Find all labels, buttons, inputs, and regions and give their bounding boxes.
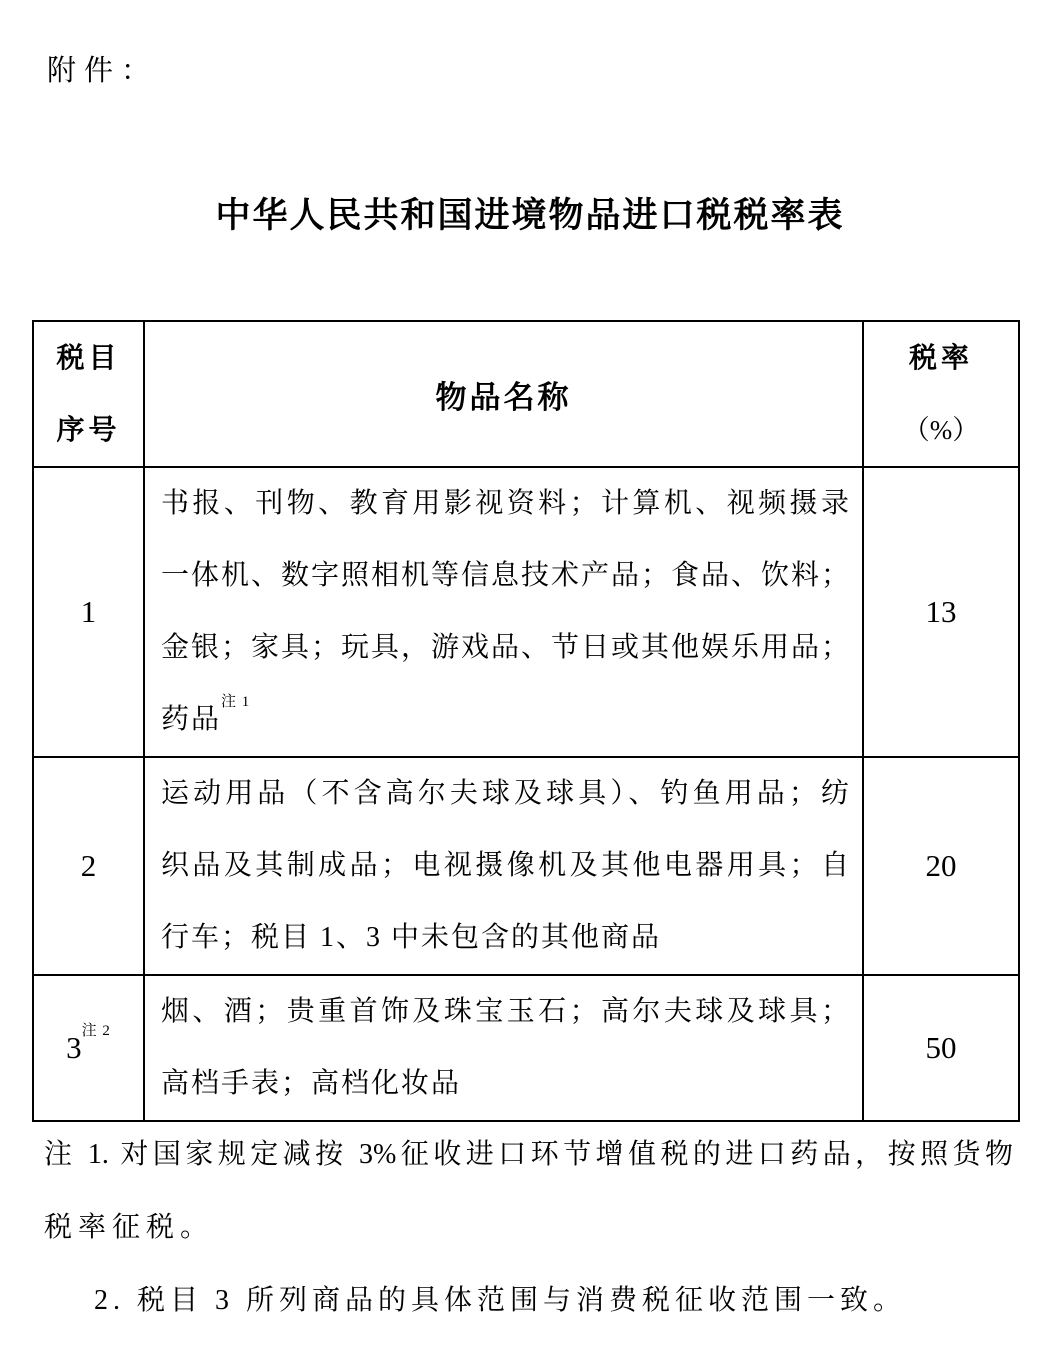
note2: 2. 税目 3 所列商品的具体范围与消费税征收范围一致。 xyxy=(94,1285,907,1316)
note2-reference-superscript: 注 2 xyxy=(81,1022,111,1039)
page-title: 中华人民共和国进境物品进口税税率表 xyxy=(215,196,845,235)
header-tax-item-line1: 税目 xyxy=(56,342,121,373)
table-header-row xyxy=(33,321,1019,467)
row3-item-no-cell xyxy=(33,975,144,1121)
row1-line1: 书报、刊物、教育用影视资料；计算机、视频摄录 xyxy=(161,488,849,519)
row1-item-no-cell xyxy=(33,467,144,757)
header-tax-item-line2: 序号 xyxy=(56,414,121,445)
note1-line2: 税率征税。 xyxy=(44,1212,215,1243)
row2-rate-cell xyxy=(863,757,1019,975)
row3-item-no: 3 xyxy=(66,1030,82,1065)
header-tax-rate-line2: （%） xyxy=(902,415,980,445)
row1-item-no: 1 xyxy=(80,594,97,629)
row1-item-name-cell xyxy=(144,467,863,757)
row1-line2: 一体机、数字照相机等信息技术产品；食品、饮料； xyxy=(161,560,849,591)
row2-line3: 行车；税目 1、3 中未包含的其他商品 xyxy=(161,922,662,953)
row3-rate-cell xyxy=(863,975,1019,1121)
attachment-label: 附件： xyxy=(47,55,159,87)
row1-line3: 金银；家具；玩具，游戏品、节日或其他娱乐用品； xyxy=(161,632,849,663)
row3-item-name-cell xyxy=(144,975,863,1121)
row2-line2: 织品及其制成品；电视摄像机及其他电器用具；自 xyxy=(161,850,849,881)
row2-item-no-cell xyxy=(33,757,144,975)
row1-line4-text: 药品 xyxy=(161,704,222,735)
table-row-3 xyxy=(33,975,1019,1121)
row1-rate-cell xyxy=(863,467,1019,757)
row3-rate-value: 50 xyxy=(925,1030,957,1065)
tax-rate-table xyxy=(32,320,1020,1122)
row2-item-no: 2 xyxy=(80,848,97,883)
row3-line1: 烟、酒；贵重首饰及珠宝玉石；高尔夫球及球具； xyxy=(161,996,849,1027)
header-cell-tax-rate xyxy=(863,321,1019,467)
row3-line2: 高档手表；高档化妆品 xyxy=(161,1068,462,1099)
row1-rate-value: 13 xyxy=(925,594,957,629)
header-tax-rate-line1: 税率 xyxy=(908,342,973,373)
row2-rate-value: 20 xyxy=(925,848,957,883)
footnotes xyxy=(44,1118,1013,1337)
note1-reference-superscript: 注 1 xyxy=(221,693,251,710)
row2-item-name-cell xyxy=(144,757,863,975)
row1-line4 xyxy=(161,684,849,756)
header-cell-item-name xyxy=(144,321,863,467)
table-row-2 xyxy=(33,757,1019,975)
note1-line1: 注 1. 对国家规定减按 3%征收进口环节增值税的进口药品，按照货物 xyxy=(44,1139,1013,1170)
header-cell-tax-item-no xyxy=(33,321,144,467)
table-row-1 xyxy=(33,467,1019,757)
row2-line1: 运动用品（不含高尔夫球及球具）、钓鱼用品；纺 xyxy=(161,778,849,809)
header-item-name-label: 物品名称 xyxy=(435,379,572,415)
